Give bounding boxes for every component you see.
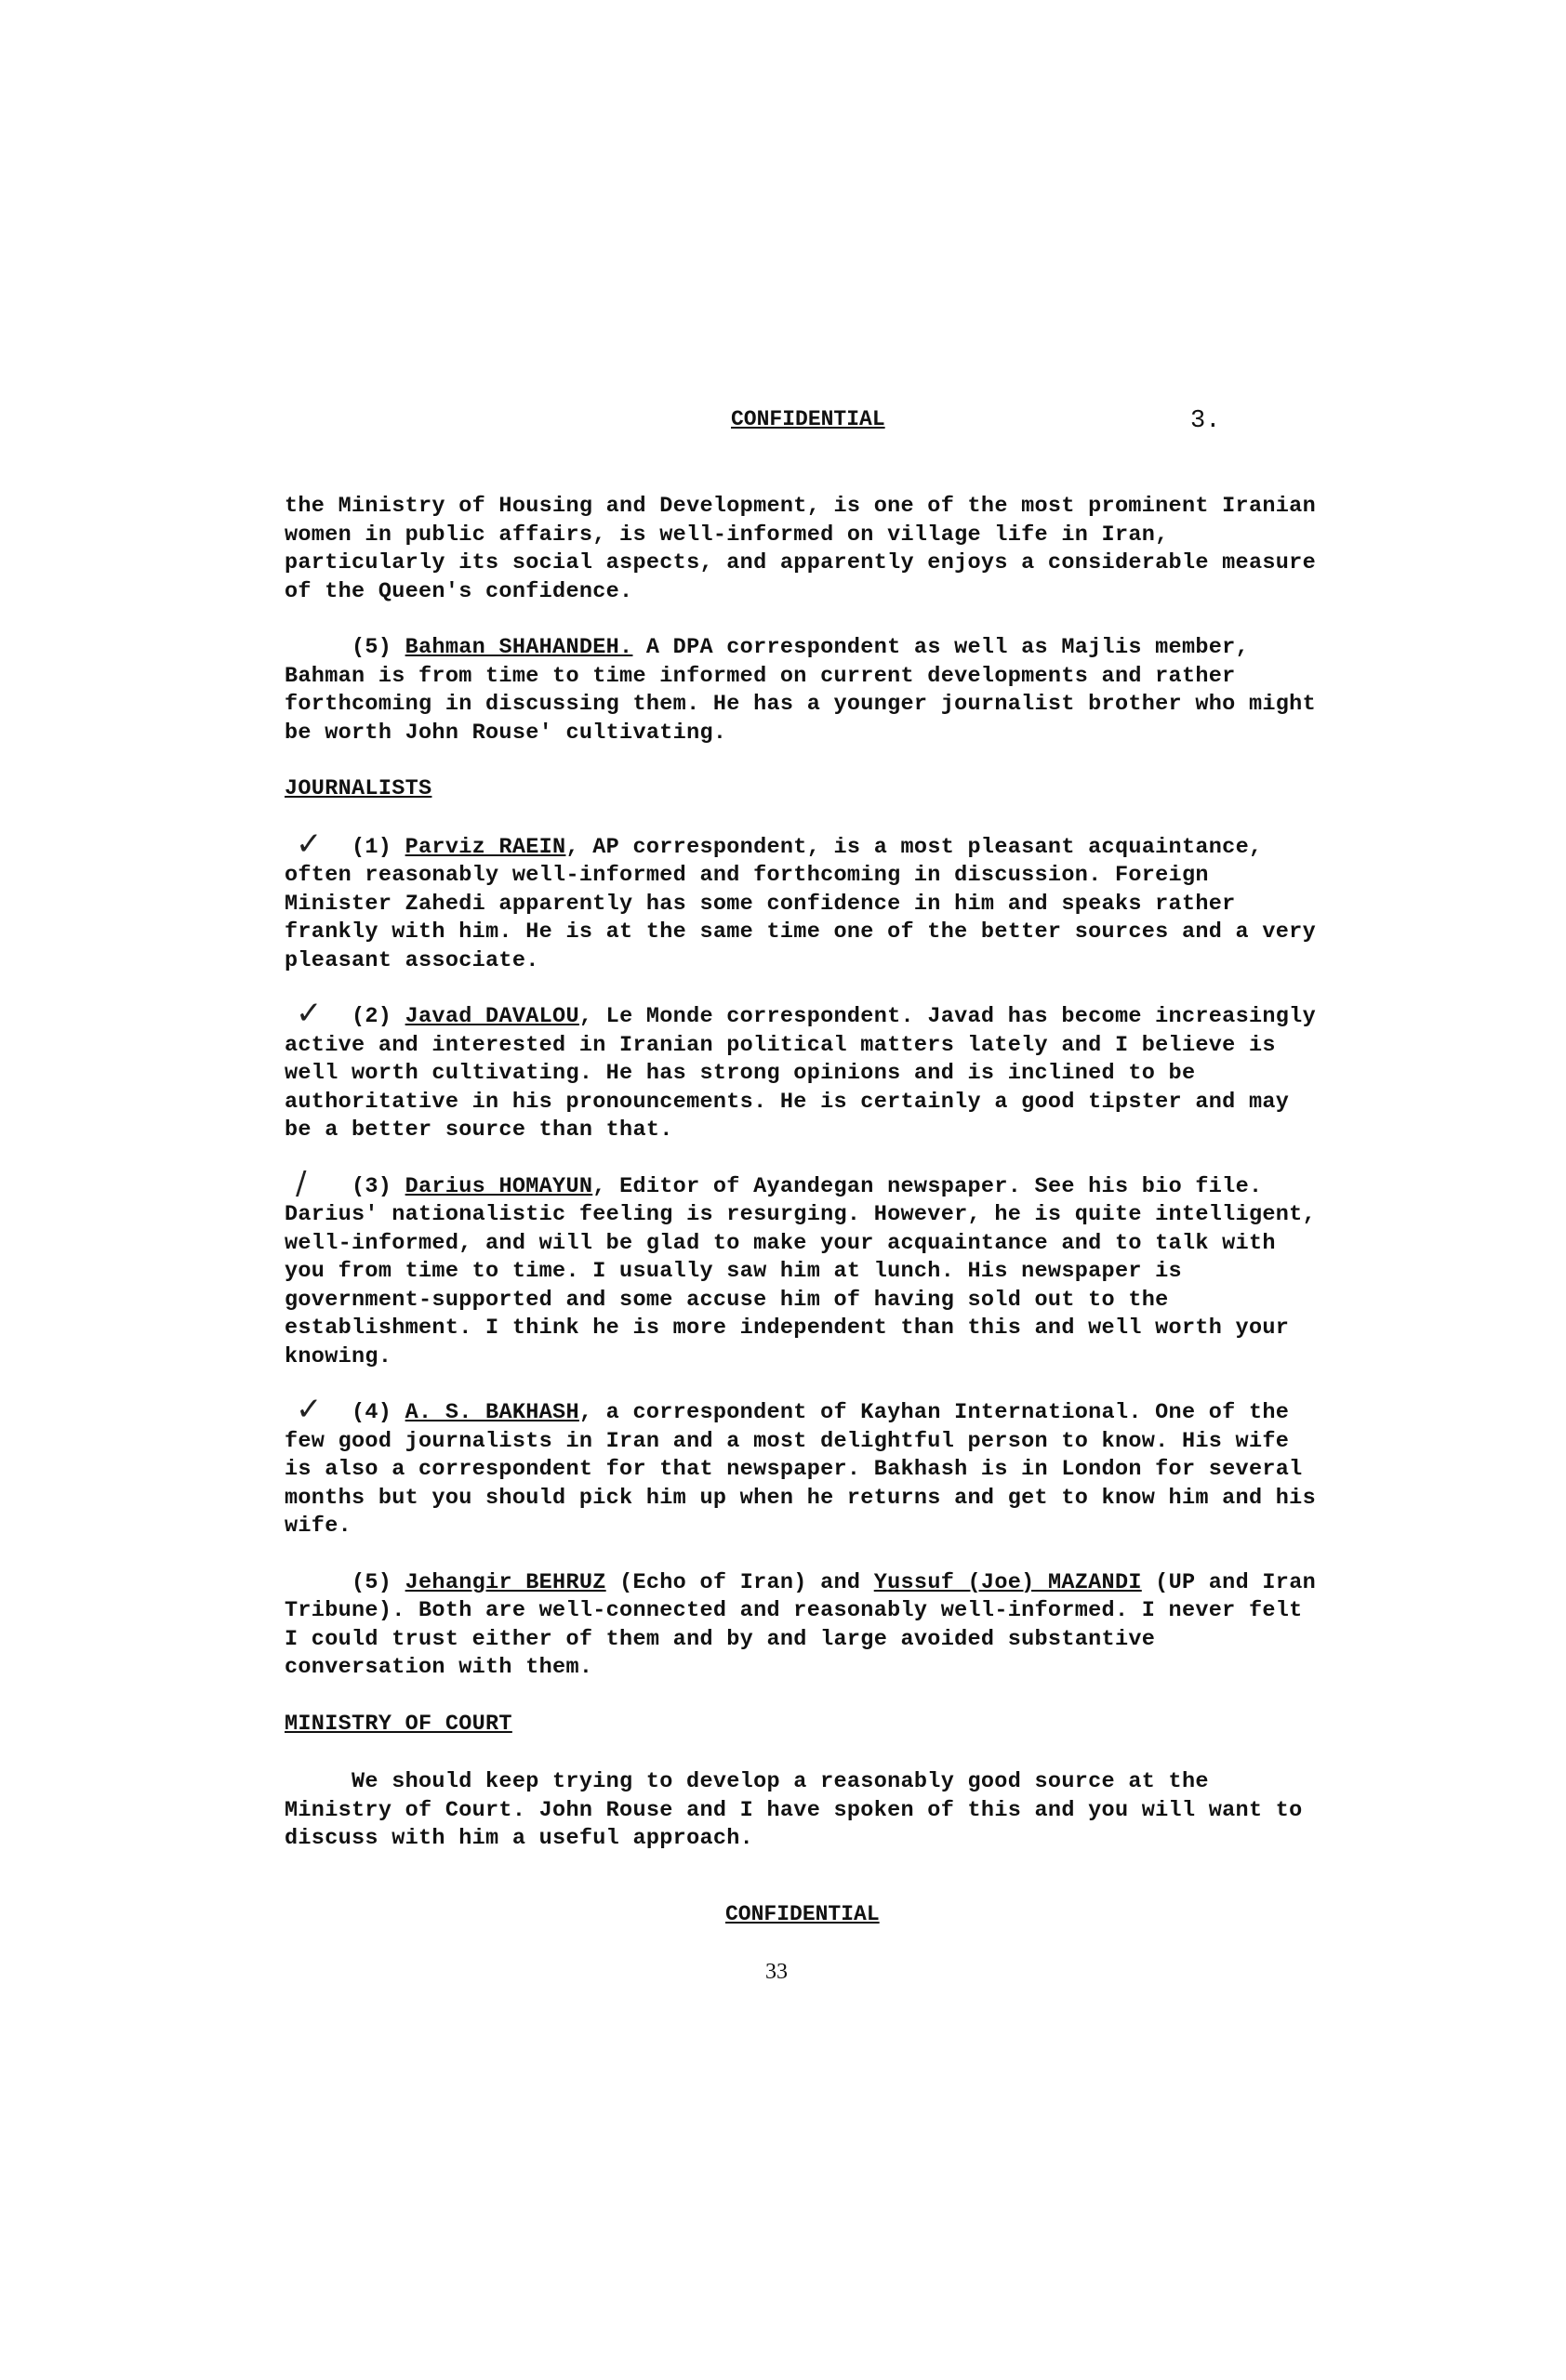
entry-davalou <box>285 995 1317 1145</box>
entry-number: (3) <box>352 1173 392 1199</box>
entry-homayun <box>285 1164 1317 1372</box>
entry-text: A DPA correspondent as well as Majlis member, Bahman is from time to time informed on current developments and rather forthcoming in discussing them. He has a younger journalist brother who might be worth John Rouse' cultivating. <box>285 635 1316 746</box>
classification-header: CONFIDENTIAL <box>731 407 885 431</box>
check-mark-icon: ✓ <box>296 1391 323 1428</box>
person-name: Jehangir BEHRUZ <box>405 1569 606 1595</box>
entry-shahandeh <box>285 634 1317 747</box>
entry-text: , Le Monde correspondent. Javad has become increasingly active and interested in Iranian political matters lately and I believe is well worth cultivating. He has strong opinions and is inclined to be authoritative in his pronouncements. He is certainly a good tipster and may be a better source than that. <box>285 1004 1316 1143</box>
person-name: Javad DAVALOU <box>405 1004 579 1029</box>
person-name: A. S. BAKHASH <box>405 1400 579 1425</box>
tick-mark-icon: / <box>296 1164 307 1202</box>
person-name: Parviz RAEIN <box>405 834 566 860</box>
page-number: 33 <box>765 1960 788 1984</box>
check-mark-icon: ✓ <box>296 825 323 863</box>
document-body <box>285 493 1317 1882</box>
entry-number: (5) <box>352 635 392 660</box>
entry-number: (4) <box>352 1400 392 1425</box>
check-mark-icon: ✓ <box>296 995 323 1032</box>
entry-text: (UP and Iran Tribune). Both are well-connected and reasonably well-informed. I never felt I could trust either of them and by and large avoided substantive conversation with them. <box>285 1569 1316 1680</box>
section-heading-journalists: JOURNALISTS <box>285 776 432 801</box>
section-heading-ministry-of-court: MINISTRY OF COURT <box>285 1711 512 1737</box>
entry-number: (2) <box>352 1004 392 1029</box>
entry-text: , Editor of Ayandegan newspaper. See his bio file. Darius' nationalistic feeling is resurging. However, he is quite intelligent, well-informed, and will be glad to make your acquaintance and to talk with you from time to time. I usually saw him at lunch. His newspaper is government-supported and some accuse him of having sold out to the establishment. I think he is more independent than this and well worth your knowing. <box>285 1173 1316 1369</box>
entry-text: (Echo of Iran) and <box>605 1569 874 1595</box>
page-header <box>0 407 1566 444</box>
section-page-number: 3. <box>1190 407 1221 435</box>
entry-raein <box>285 825 1317 976</box>
classification-footer: CONFIDENTIAL <box>725 1902 880 1926</box>
entry-number: (1) <box>352 834 392 860</box>
continuation-paragraph: the Ministry of Housing and Development, is one of the most prominent Iranian women in public affairs, is well-informed on village life in Iran, particularly its social aspects, and apparently enjoys a considerable measure of the Queen's confidence. <box>285 494 1316 604</box>
entry-bakhash <box>285 1391 1317 1541</box>
court-paragraph: We should keep trying to develop a reasonably good source at the Ministry of Court. John Rouse and I have spoken of this and you will want to discuss with him a useful approach. <box>285 1769 1303 1851</box>
person-name: Yussuf (Joe) MAZANDI <box>873 1569 1142 1595</box>
person-name: Bahman SHAHANDEH. <box>405 635 633 660</box>
entry-behruz-mazandi <box>285 1569 1317 1683</box>
entry-text: , a correspondent of Kayhan International. One of the few good journalists in Iran and a most delightful person to know. His wife is also a correspondent for that newspaper. Bakhash is in London for several months but you should pick him up when he returns and get to know him and his wife. <box>285 1400 1316 1539</box>
entry-number: (5) <box>352 1569 392 1595</box>
person-name: Darius HOMAYUN <box>405 1173 593 1199</box>
entry-text: , AP correspondent, is a most pleasant acquaintance, often reasonably well-informed and forthcoming in discussion. Foreign Minister Zahedi apparently has some confidence in him and speaks rather frankly with him. He is at the same time one of the better sources and a very pleasant associate. <box>285 834 1316 973</box>
